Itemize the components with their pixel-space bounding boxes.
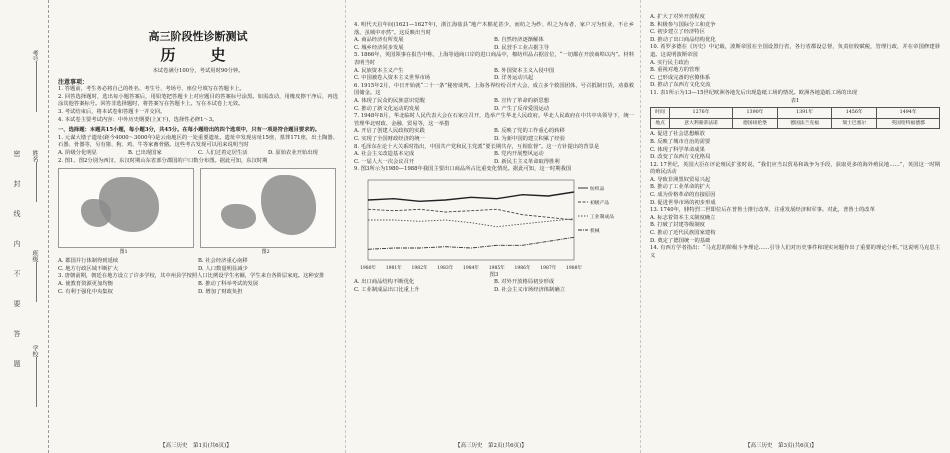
- page-1: [58, 8, 338, 438]
- page-3: [650, 8, 940, 440]
- x-tick-label: 1986年: [514, 265, 531, 271]
- notice-heading: 注意事项：: [58, 78, 89, 86]
- question-11-options: [650, 131, 940, 161]
- table-row: [651, 108, 940, 119]
- option: D. 产生了反帝爱国运动: [494, 105, 550, 112]
- option: B. 已出现国家: [128, 149, 162, 156]
- question-9-options: [354, 279, 634, 294]
- option: C. 一届人大一次会议召开: [354, 158, 415, 165]
- question-1: 1. 元谋大墩子遗址(距今4000～3000年)是云南地区的一处重要遗址。遗址中发现房址15座，墓葬171座，出土陶器、石器、骨器等，另有猪、狗、鸡、牛等家畜骨骼。这些考古发现可以用来说明当时: [58, 134, 338, 149]
- seal-char: 封: [13, 180, 21, 187]
- option: D. 奠定了德国统一的基础: [650, 237, 711, 244]
- question-8: 8. 毛泽东在论十大关系时指出，中国共产党和民主党派“要长期共存，互相监督”。这一方针提出的背景是: [354, 143, 600, 150]
- option: D. 人口数量明显减少: [198, 265, 248, 272]
- question-2-options: [58, 258, 338, 273]
- seal-char: 题: [13, 360, 21, 367]
- option: D. 改变了东西方文化格局: [650, 154, 711, 161]
- option: A. 标志着资本主义制度确立: [650, 214, 716, 221]
- x-tick-label: 1984年: [463, 265, 479, 271]
- table-cell: 1391年: [778, 108, 832, 119]
- option: A. 阶级分化明显: [58, 149, 97, 156]
- option: D. 洋务运动兴起: [494, 75, 534, 82]
- question-9: 9. 图3所示为1980—1988年我国主要出口商品所占比重变化情况。据此可知，这一时期我国: [354, 166, 572, 173]
- option: C. 中国被卷入资本主义世界市场: [354, 75, 431, 82]
- table-cell: 时间: [651, 108, 670, 119]
- label-class: 班级: [31, 250, 38, 262]
- option: B. 对外开放格局初步形成: [494, 279, 555, 286]
- x-tick-label: 1987年: [540, 265, 557, 271]
- table-cell: 意大利蒙蒂法诺: [670, 118, 733, 129]
- page-footer: 【高三历史 第2页(共6页)】: [455, 443, 527, 449]
- option: B. 重视对地方的管理: [650, 67, 700, 74]
- series-line: [368, 209, 574, 220]
- question-10: 10. 希罗多德在《历史》中记载，波斯帝国在全国设置行省，各行省都设总督，负责征收赋税，管理行政，并在帝国修建驿道。这说明波斯帝国: [650, 44, 940, 58]
- question-4: 4. 明代天启年间(1621—1627年)，浙江海盐县“地产木棉花甚少，而纺之为纱、织之为布者，家户习为恒业，不止乡落，虽城中亦然”。这反映出当时: [354, 22, 634, 36]
- option: A. 扩大了对外开放程度: [650, 14, 705, 20]
- question-7-options: [354, 128, 634, 143]
- table-caption: 表1: [790, 97, 800, 104]
- option: A. 实行民主政治: [650, 59, 689, 66]
- series-line: [368, 237, 574, 249]
- table-cell: 地点: [651, 118, 670, 129]
- line-chart: [354, 174, 634, 274]
- question-2: 2. 图1、图2分别为西汉、东汉时期山东省部分郡国的户口数分布图。据此可知，东汉时期: [58, 157, 268, 164]
- page-fold: [345, 0, 346, 453]
- option: B. 积极参与国际分工和竞争: [650, 21, 716, 28]
- option: C. 人们过着定居生活: [198, 149, 248, 156]
- label-exam-number: 考号: [31, 50, 38, 62]
- fill-line: [36, 62, 37, 112]
- seal-char: 密: [13, 150, 21, 157]
- option: B. 推动了科举考试的发展: [198, 280, 259, 287]
- exam-info: 本试卷满分100分，考试用时90分钟。: [152, 68, 244, 74]
- subject-title: 历 史: [160, 46, 236, 64]
- option: B. 打破了封建等级制度: [650, 222, 705, 229]
- question-13-options: [650, 215, 940, 245]
- table-cell: 1276年: [670, 108, 733, 119]
- map-region: [81, 199, 111, 227]
- x-tick-label: 1980年: [360, 265, 376, 271]
- question-6: 6. 1915年2月，中日开始就“二十一条”秘密谈判。上海各界纷纷召开大会，成立多个救国团体，号召抵制日货，劝募救国储金。这: [354, 82, 634, 97]
- table-cell: 德国纽伦堡: [732, 118, 777, 129]
- seal-char: 不: [13, 270, 21, 277]
- series-line: [368, 192, 574, 201]
- notice-item: 1. 答题前，考生务必将自己的姓名、考生号、考场号、座位号填写在答题卡上。: [58, 86, 245, 93]
- legend-label: 纺织品: [590, 186, 605, 192]
- legend-label: 机械: [590, 228, 600, 234]
- legend-label: 初级产品: [590, 200, 610, 206]
- question-11: 11. 表1所示为13—15世纪欧洲各地先后出现造纸工场的情况。欧洲各地造纸工场的出现: [650, 89, 858, 96]
- option: C. 实现了全国财政经济的统一: [354, 135, 425, 142]
- option: D. 推动了出口商品结构优化: [650, 36, 716, 43]
- option: B. 党内开展整风运动: [494, 151, 544, 158]
- option: D. 增加了财政负担: [198, 288, 243, 295]
- page-2: [354, 8, 634, 440]
- option: C. 工业制成品出口比重上升: [354, 287, 420, 294]
- option: A. 商品经济有所发展: [354, 37, 404, 44]
- option: D. 新民主主义革命取得胜利: [494, 158, 560, 165]
- question-1-options: [58, 150, 338, 158]
- notice-item: 2. 回答选择题时，选出每小题答案后，用铅笔把答题卡上对应题目的答案标号涂黑。如需改动，用橡皮擦干净后，再选涂其他答案标号。回答非选择题时，将答案写在答题卡上。写在本试卷上无效。: [58, 93, 338, 108]
- table-cell: 1390年: [732, 108, 777, 119]
- x-tick-label: 1982年: [411, 265, 428, 271]
- map-figure-1: [58, 168, 194, 255]
- option: D. 为新中国的建立积累了经验: [494, 135, 565, 142]
- option: A. 民族资本主义产生: [354, 67, 404, 74]
- table-cell: 瑞士巴塞尔: [832, 118, 877, 129]
- option: D. 促进世界市场的初步形成: [650, 199, 716, 206]
- option: A. 导致非洲黑奴贸易兴起: [650, 176, 711, 183]
- page-footer: 【高三历史 第1页(共6页)】: [160, 443, 232, 449]
- option: A. 社会主义改造基本完成: [354, 151, 415, 158]
- option: C. 初步建立了经济特区: [650, 29, 705, 36]
- question-4-options: [354, 37, 634, 52]
- page-fold: [640, 0, 641, 453]
- page-footer: 【高三历史 第3页(共6页)】: [745, 443, 817, 449]
- question-13: 13. 1740年，腓特烈二世即位后在普鲁士推行改革，注重发展经济和军事。对此，普鲁士的改革: [650, 207, 875, 214]
- option: B. 推动了工业革命的扩大: [650, 184, 711, 191]
- x-tick-label: 1988年: [566, 265, 582, 271]
- option: B. 自然经济逐渐解体: [494, 37, 544, 44]
- map-region: [261, 175, 316, 235]
- option: B. 外国资本主义入侵中国: [494, 67, 555, 74]
- question-9-continued: [650, 14, 940, 44]
- option: C. 地方行政区域不断扩大: [58, 265, 119, 272]
- line-chart-svg: [354, 174, 634, 274]
- fill-line: [36, 162, 37, 202]
- legend-label: 工业制成品: [590, 214, 614, 220]
- option: C. 已形成完备的官僚体系: [650, 74, 711, 81]
- option: D. 社会主义市场经济体制确立: [494, 287, 565, 294]
- fill-line: [36, 262, 37, 302]
- seal-char: 内: [13, 240, 21, 247]
- notice-item: 3. 考试结束后，将本试卷和答题卡一并交回。: [58, 108, 166, 115]
- question-8-options: [354, 151, 634, 166]
- factory-table: [650, 107, 940, 129]
- seal-char: 要: [13, 300, 21, 307]
- seal-char: 线: [13, 210, 21, 217]
- option: C. 推动了新文化运动的发展: [354, 105, 420, 112]
- question-10-options: [650, 60, 940, 90]
- figure-caption: 图1: [119, 248, 128, 255]
- section-heading: 一、选择题：本题共15小题，每小题3分，共45分。在每小题给出的四个选项中，只有一项是符合题目要求的。: [58, 127, 321, 134]
- option: B. 社会经济重心南移: [198, 258, 248, 265]
- table-cell: 1494年: [877, 108, 940, 119]
- question-14: 14. 有西方学者指出：“马克思的阶级斗争理论……引导人们对历史事件和现实问题作出了重要的理论分析。”这说明马克思主义: [650, 245, 940, 259]
- x-tick-label: 1983年: [437, 265, 454, 271]
- chart-caption: 图3: [489, 271, 499, 278]
- notice-item: 4. 本试卷主要考试内容：中外历史纲要(上)(下)，选择性必修1～3。: [58, 116, 218, 123]
- option: C. 推动了近代民族国家建构: [650, 230, 716, 237]
- map-figures: [58, 168, 338, 255]
- option: D. 推动了东西方文化交流: [650, 82, 711, 89]
- x-tick-label: 1981年: [385, 265, 402, 271]
- table-cell: 英国哈特福德郡: [877, 118, 940, 129]
- question-5-options: [354, 68, 634, 83]
- figure-caption: 图2: [261, 248, 270, 255]
- map-figure-2: [200, 168, 336, 255]
- option: C. 城乡经济同步发展: [354, 44, 404, 51]
- fill-line: [36, 357, 37, 407]
- option: A. 郡国并行体制得到延续: [58, 258, 119, 265]
- series-line: [368, 219, 574, 227]
- option: A. 出口商品结构不断优化: [354, 279, 415, 286]
- label-name: 姓名: [31, 150, 38, 162]
- exam-title: 高三阶段性诊断测试: [148, 30, 248, 43]
- table-cell: 1456年: [832, 108, 877, 119]
- option: B. 反映了党的工作重心的转移: [494, 128, 565, 135]
- label-school: 学校: [31, 345, 38, 357]
- question-3: 3. 唐朝前期，朝廷在地方设立了许多学校，其中州县学按照人口比例设学生名额，学生来自各阶层家庭。这种安排: [58, 273, 325, 280]
- option: A. 促进了社会思想解放: [650, 131, 705, 138]
- option: C. 有利于强化中央集权: [58, 288, 113, 295]
- table-cell: 德国法兰克福: [778, 118, 832, 129]
- question-3-options: [58, 281, 338, 296]
- binding-strip: [0, 0, 49, 453]
- option: B. 宣传了革命的新思想: [494, 97, 549, 104]
- question-12: 12. 17世纪，英国大臣在评论殖民扩张时说，“我们应当以贸易和战争为手段，获取更多的海外殖民地……”，英国这一时期的殖民活动: [650, 161, 940, 176]
- question-5: 5. 1866年，英国领事在报告中称，上海等通商口岸的进口商品中，棉纺织品占据首位，“一切都在开放商埠以内”。材料表明当时: [354, 52, 634, 66]
- seal-char: 答: [13, 330, 21, 337]
- table-row: [651, 118, 940, 129]
- option: B. 反映了城市自治的需要: [650, 138, 711, 145]
- option: C. 体现了科学革命成果: [650, 146, 705, 153]
- option: A. 开启了创建人民政权的实践: [354, 128, 425, 135]
- option: A. 使教育资源更加均衡: [58, 280, 113, 287]
- option: D. 原始农业开始出现: [268, 149, 318, 156]
- option: D. 民营手工业占据主导: [494, 44, 550, 51]
- question-7: 7. 1948年8月，华北临时人民代表大会在石家庄召开，选举产生华北人民政府。华北人民政府在中共中央领导下，统一管理华北财政、金融、贸易等，这一举措: [354, 113, 634, 127]
- option: C. 成为价格革命的直接原因: [650, 192, 716, 199]
- x-tick-label: 1985年: [488, 265, 505, 271]
- question-12-options: [650, 177, 940, 207]
- option: A. 体现了民众的民族意识觉醒: [354, 97, 425, 104]
- question-6-options: [354, 98, 634, 113]
- map-region: [221, 204, 256, 229]
